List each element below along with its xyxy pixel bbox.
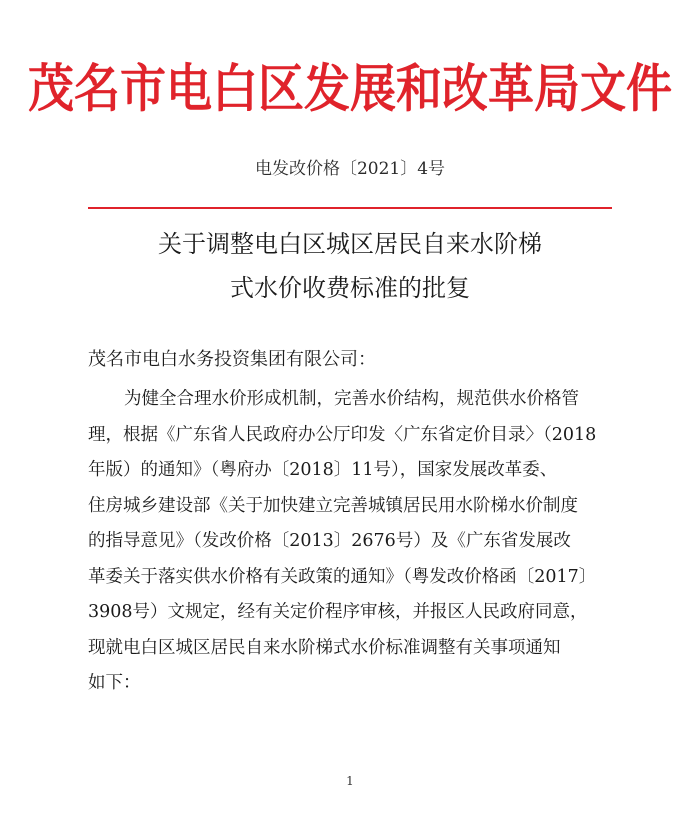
body-line: 理，根据《广东省人民政府办公厅印发〈广东省定价目录〉（2018 (88, 424, 597, 445)
body-text (88, 382, 618, 702)
salutation: 茂名市电白水务投资集团有限公司： (88, 349, 376, 370)
document-number: 电发改价格〔2021〕4号 (254, 159, 446, 179)
page-number: 1 (346, 774, 354, 788)
body-line: 为健全合理水价形成机制，完善水价结构，规范供水价格管 (124, 389, 579, 409)
body-line: 的指导意见》（发改价格〔2013〕2676号）及《广东省发展改 (88, 531, 571, 551)
subject-line-1: 关于调整电白区城区居民自来水阶梯 (158, 230, 542, 258)
issuer-header: 茂名市电白区发展和改革局文件 (28, 58, 672, 119)
body-line: 3908号）文规定，经有关定价程序审核，并报区人民政府同意， (88, 602, 588, 622)
body-line: 住房城乡建设部《关于加快建立完善城镇居民用水阶梯水价制度 (88, 495, 578, 516)
body-line: 现就电白区城区居民自来水阶梯式水价标准调整有关事项通知 (88, 637, 561, 658)
body-line: 如下： (88, 673, 141, 693)
subject-line-2: 式水价收费标准的批复 (230, 274, 470, 302)
red-divider-line (88, 207, 612, 209)
body-line: 革委关于落实供水价格有关政策的通知》（粤发改价格函〔2017〕 (88, 566, 597, 587)
body-line: 年版）的通知》（粤府办〔2018〕11号），国家发展改革委、 (88, 460, 558, 480)
subject-title (0, 222, 700, 310)
